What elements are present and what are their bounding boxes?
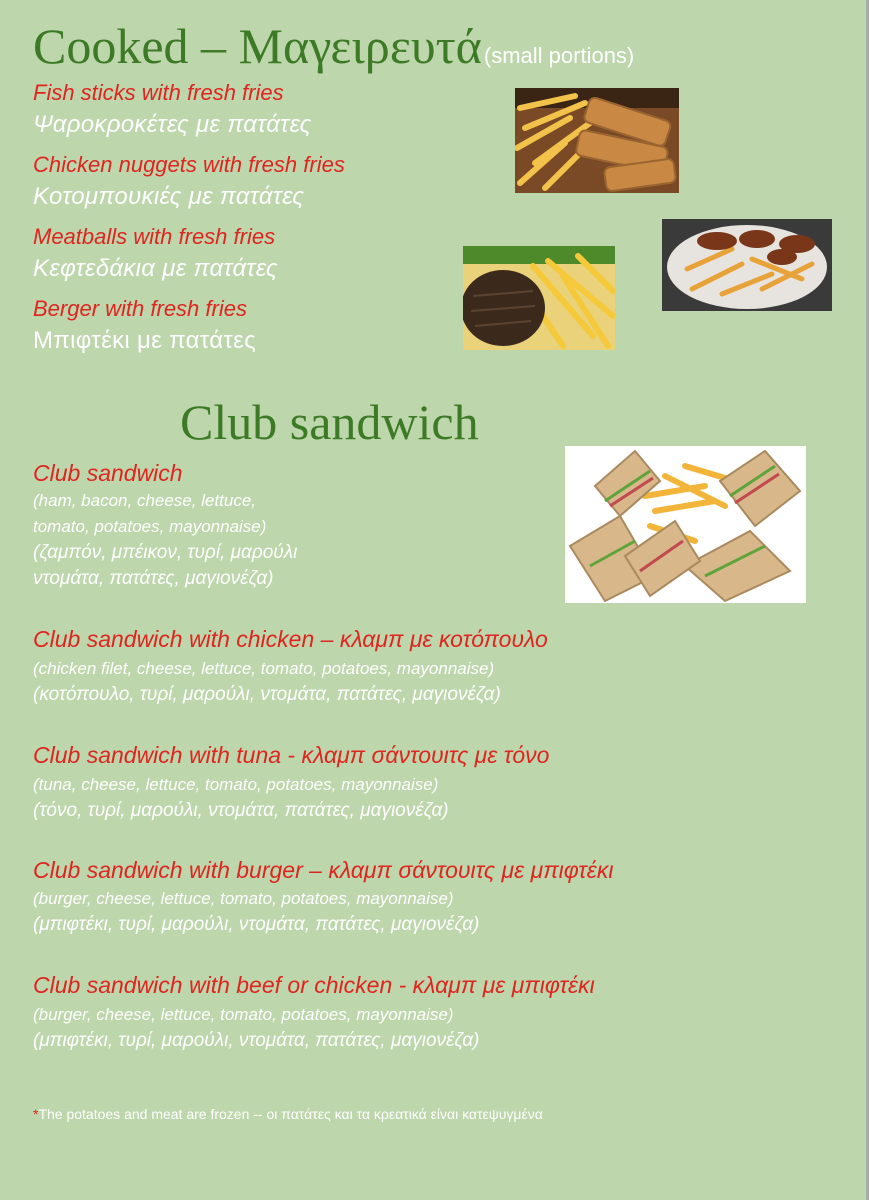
menu-item-greek-description: (ζαμπόν, μπέικον, τυρί, μαρούλι xyxy=(33,542,298,563)
menu-item-greek-name: Κεφτεδάκια με πατάτες xyxy=(33,255,278,282)
menu-item-description: (burger, cheese, lettuce, tomato, potatoes, mayonnaise) xyxy=(33,1005,454,1024)
menu-item-greek-description: (κοτόπουλο, τυρί, μαρούλι, ντομάτα, πατάτες, μαγιονέζα) xyxy=(33,684,501,705)
menu-item-name: Club sandwich with beef or chicken - κλαμπ με μπιφτέκι xyxy=(33,972,595,998)
menu-item-greek-description: (μπιφτέκι, τυρί, μαρούλι, ντομάτα, πατάτες, μαγιονέζα) xyxy=(33,1030,480,1051)
footnote xyxy=(33,1106,543,1122)
menu-item-name: Berger with fresh fries xyxy=(33,296,247,321)
club-sandwich-photo xyxy=(565,446,806,603)
menu-item-description: (ham, bacon, cheese, lettuce, xyxy=(33,491,257,510)
footnote-text: The potatoes and meat are frozen -- οι πατάτες και τα κρεατικά είναι κατεψυγμένα xyxy=(38,1106,543,1122)
menu-item-name: Club sandwich with burger – κλαμπ σάντουιτς με μπιφτέκι xyxy=(33,857,614,883)
menu-item-greek-description: (μπιφτέκι, τυρί, μαρούλι, ντομάτα, πατάτες, μαγιονέζα) xyxy=(33,914,480,935)
menu-item-description: (tuna, cheese, lettuce, tomato, potatoes, mayonnaise) xyxy=(33,775,439,794)
menu-item-greek-name: Ψαροκροκέτες με πατάτες xyxy=(33,111,312,138)
menu-item-name: Meatballs with fresh fries xyxy=(33,224,276,249)
menu-item-greek-name: Κοτομπουκιές με πατάτες xyxy=(33,183,305,210)
section-title-cooked xyxy=(33,16,634,86)
meatballs-photo xyxy=(662,219,832,311)
section-title-club-sandwich: Club sandwich xyxy=(180,394,479,450)
section-title-cooked-text: Cooked – Μαγειρευτά xyxy=(33,18,482,74)
burger-fries-photo xyxy=(463,246,615,350)
menu-item-greek-description: ντομάτα, πατάτες, μαγιονέζα) xyxy=(33,568,274,589)
menu-item-name: Club sandwich xyxy=(33,460,183,486)
menu-item-greek-description: (τόνο, τυρί, μαρούλι, ντομάτα, πατάτες, μαγιονέζα) xyxy=(33,800,449,821)
menu-item-description: tomato, potatoes, mayonnaise) xyxy=(33,517,267,536)
menu-item-greek-name: Μπιφτέκι με πατάτες xyxy=(33,327,257,354)
menu-item-description: (chicken filet, cheese, lettuce, tomato, potatoes, mayonnaise) xyxy=(33,659,495,678)
menu-item-description: (burger, cheese, lettuce, tomato, potatoes, mayonnaise) xyxy=(33,889,454,908)
footnote-asterisk: * xyxy=(33,1106,39,1122)
menu-item-name: Chicken nuggets with fresh fries xyxy=(33,152,345,177)
section-subtitle-small-portions: (small portions) xyxy=(483,43,635,68)
fish-sticks-photo xyxy=(515,88,679,193)
menu-item-name: Fish sticks with fresh fries xyxy=(33,80,284,105)
menu-item-name: Club sandwich with chicken – κλαμπ με κοτόπουλο xyxy=(33,626,548,652)
menu-item-name: Club sandwich with tuna - κλαμπ σάντουιτς με τόνο xyxy=(33,742,550,768)
